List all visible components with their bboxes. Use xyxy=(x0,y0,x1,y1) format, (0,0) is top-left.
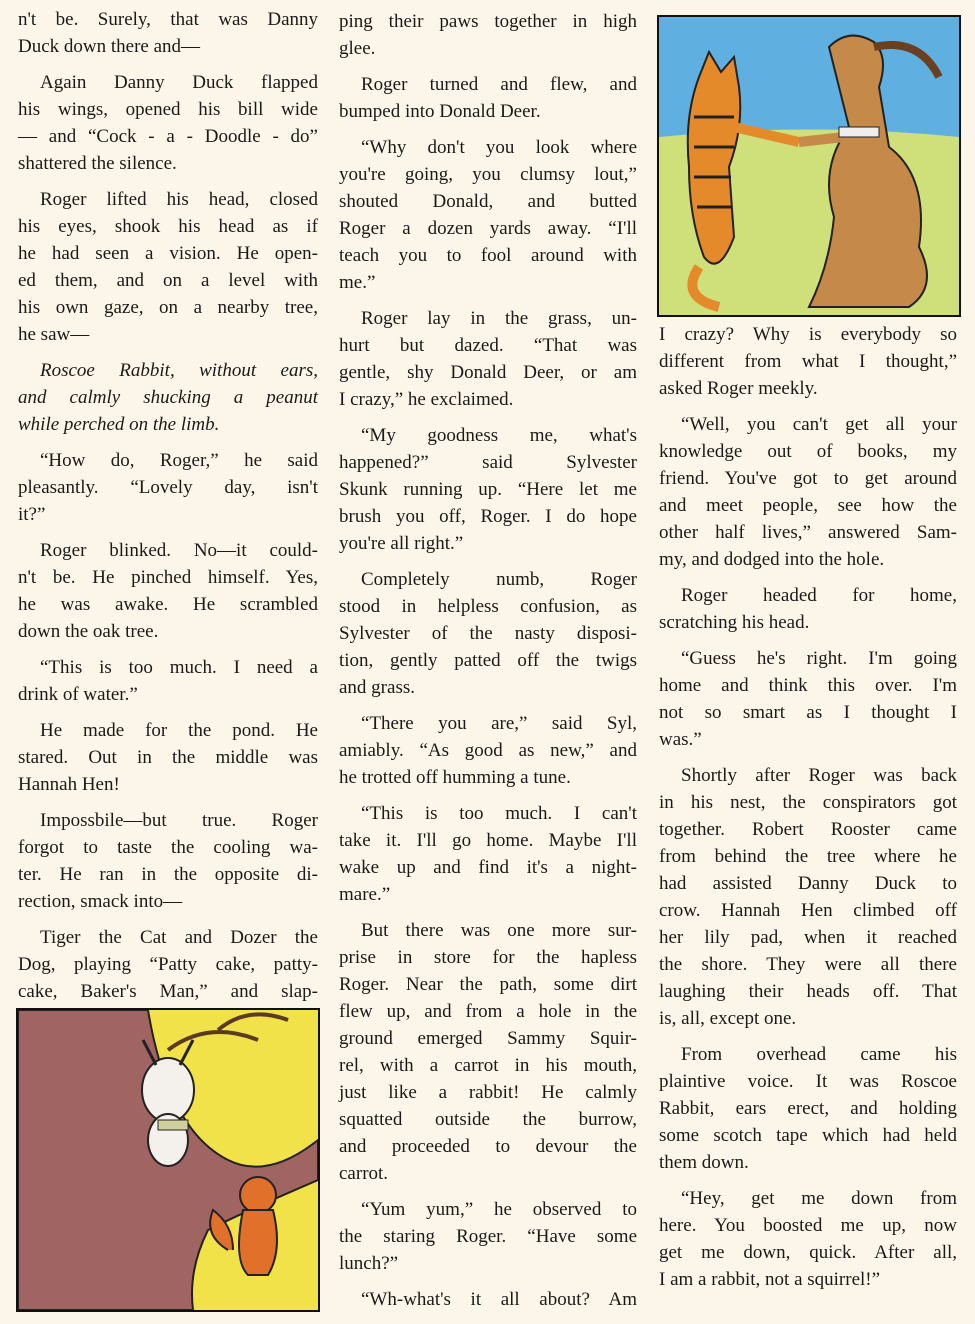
text-line: From overhead came his xyxy=(681,1044,957,1065)
text-line: “How do, Roger,” he said xyxy=(40,450,318,471)
paragraph xyxy=(18,357,318,438)
text-line: you're going, you clumsy lout,” xyxy=(339,164,637,185)
text-line: gentle, shy Donald Deer, or am xyxy=(339,362,637,383)
text-line: is, all, except one. xyxy=(659,1008,797,1029)
paragraph xyxy=(18,807,318,915)
paragraph xyxy=(659,411,957,573)
text-line: amiably. “As good as new,” and xyxy=(339,740,637,761)
text-line: Duck down there and— xyxy=(18,36,201,57)
paragraph xyxy=(18,447,318,528)
text-line: them down. xyxy=(659,1152,749,1173)
text-line: knowledge out of books, my xyxy=(659,441,957,462)
text-line: asked Roger meekly. xyxy=(659,378,818,399)
text-line: take it. I'll go home. Maybe I'll xyxy=(339,830,637,851)
text-line: — and “Cock - a - Doodle - do” xyxy=(18,126,318,147)
paragraph xyxy=(18,6,318,60)
text-line: while perched on the limb. xyxy=(18,414,220,435)
text-line: down the oak tree. xyxy=(18,621,159,642)
paragraph xyxy=(18,924,318,1005)
text-line: happened?” said Sylvester xyxy=(339,452,637,473)
text-line: carrot. xyxy=(339,1163,389,1184)
text-line: Roger blinked. No—it could- xyxy=(40,540,318,561)
text-line: in his nest, the conspirators got xyxy=(659,792,957,813)
text-line: you're all right.” xyxy=(339,533,464,554)
paragraph xyxy=(18,69,318,177)
text-line: “There you are,” said Syl, xyxy=(361,713,637,734)
text-line: just like a rabbit! He calmly xyxy=(339,1082,637,1103)
text-line: it?” xyxy=(18,504,46,525)
text-column-3 xyxy=(659,321,957,1302)
text-line: together. Robert Rooster came xyxy=(659,819,957,840)
text-line: some scotch tape which had held xyxy=(659,1125,957,1146)
paragraph xyxy=(339,305,637,413)
text-line: mare.” xyxy=(339,884,391,905)
paragraph xyxy=(18,537,318,645)
text-line: “Well, you can't get all your xyxy=(681,414,957,435)
text-line: ping their paws together in high xyxy=(339,11,637,32)
text-line: and meet people, see how the xyxy=(659,495,957,516)
text-line: bumped into Donald Deer. xyxy=(339,101,541,122)
text-line: Shortly after Roger was back xyxy=(681,765,957,786)
text-line: Again Danny Duck flapped xyxy=(40,72,318,93)
text-line: drink of water.” xyxy=(18,684,138,705)
text-line: I crazy,” he exclaimed. xyxy=(339,389,514,410)
paragraph xyxy=(339,917,637,1187)
text-line: my, and dodged into the hole. xyxy=(659,549,885,570)
text-line: Sylvester of the nasty disposi- xyxy=(339,623,637,644)
text-line: his wings, opened his bill wide xyxy=(18,99,318,120)
text-line: Roger headed for home, xyxy=(681,585,957,606)
text-line: shouted Donald, and butted xyxy=(339,191,637,212)
text-line: shattered the silence. xyxy=(18,153,177,174)
paragraph xyxy=(339,8,637,62)
text-line: “Guess he's right. I'm going xyxy=(681,648,957,669)
text-line: not so smart as I thought I xyxy=(659,702,957,723)
paragraph xyxy=(659,645,957,753)
text-line: cake, Baker's Man,” and slap- xyxy=(18,981,318,1002)
paragraph xyxy=(339,1286,637,1313)
text-line: “Wh-what's it all about? Am xyxy=(361,1289,637,1310)
text-line: the staring Roger. “Have some xyxy=(339,1226,637,1247)
text-line: and grass. xyxy=(339,677,415,698)
text-line: “This is too much. I need a xyxy=(40,657,318,678)
text-line: brush you off, Roger. I do hope xyxy=(339,506,637,527)
text-line: Rabbit, ears erect, and holding xyxy=(659,1098,957,1119)
paragraph xyxy=(339,134,637,296)
text-line: stood in helpless confusion, as xyxy=(339,596,637,617)
paragraph xyxy=(339,566,637,701)
paragraph xyxy=(18,717,318,798)
text-line: plaintive voice. It was Roscoe xyxy=(659,1071,957,1092)
paragraph xyxy=(339,710,637,791)
text-line: her lily pad, when it reached xyxy=(659,927,957,948)
text-line: me.” xyxy=(339,272,376,293)
text-line: Dog, playing “Patty cake, patty- xyxy=(18,954,318,975)
text-line: hurt but dazed. “That was xyxy=(339,335,637,356)
paragraph xyxy=(339,1196,637,1277)
text-line: he was awake. He scrambled xyxy=(18,594,318,615)
text-line: He made for the pond. He xyxy=(40,720,318,741)
text-line: “Why don't you look where xyxy=(361,137,637,158)
paragraph xyxy=(659,762,957,1032)
text-line: teach you to fool around with xyxy=(339,245,637,266)
text-line: “My goodness me, what's xyxy=(361,425,637,446)
text-line: his own gaze, on a nearby tree, xyxy=(18,297,318,318)
text-line: he trotted off humming a tune. xyxy=(339,767,571,788)
text-line: from behind the tree where he xyxy=(659,846,957,867)
text-line: glee. xyxy=(339,38,376,59)
text-line: lunch?” xyxy=(339,1253,399,1274)
text-line: Impossbile—but true. Roger xyxy=(40,810,318,831)
text-line: “This is too much. I can't xyxy=(361,803,637,824)
text-line: rel, with a carrot in his mouth, xyxy=(339,1055,637,1076)
text-line: get me down, quick. After all, xyxy=(659,1242,957,1263)
text-column-2 xyxy=(339,8,637,1322)
text-line: I crazy? Why is everybody so xyxy=(659,324,957,345)
text-column-1 xyxy=(18,6,318,1014)
text-line: ed them, and on a level with xyxy=(18,270,318,291)
text-line: home and think this over. I'm xyxy=(659,675,957,696)
text-line: and proceeded to devour the xyxy=(339,1136,637,1157)
paragraph xyxy=(659,582,957,636)
text-line: laughing their heads off. That xyxy=(659,981,957,1002)
paragraph xyxy=(659,1041,957,1176)
text-line: Roger. Near the path, some dirt xyxy=(339,974,637,995)
text-line: Roger lay in the grass, un- xyxy=(361,308,637,329)
text-line: scratching his head. xyxy=(659,612,810,633)
paragraph xyxy=(18,186,318,348)
text-line: flew up, and from a hole in the xyxy=(339,1001,637,1022)
paragraph xyxy=(18,654,318,708)
text-line: n't be. Surely, that was Danny xyxy=(18,9,318,30)
text-line: Skunk running up. “Here let me xyxy=(339,479,637,500)
text-line: here. You boosted me up, now xyxy=(659,1215,957,1236)
text-line: Roger lifted his head, closed xyxy=(40,189,318,210)
text-line: wake up and find it's a night- xyxy=(339,857,637,878)
illustration-cat-and-dog xyxy=(657,15,961,317)
paragraph xyxy=(339,422,637,557)
text-line: n't be. He pinched himself. Yes, xyxy=(18,567,318,588)
text-line: Tiger the Cat and Dozer the xyxy=(40,927,318,948)
text-line: forgot to taste the cooling wa- xyxy=(18,837,318,858)
text-line: But there was one more sur- xyxy=(361,920,637,941)
text-line: he saw— xyxy=(18,324,90,345)
text-line: Roscoe Rabbit, without ears, xyxy=(40,360,318,381)
text-line: “Yum yum,” he observed to xyxy=(361,1199,637,1220)
text-line: crow. Hannah Hen climbed off xyxy=(659,900,957,921)
text-line: pleasantly. “Lovely day, isn't xyxy=(18,477,318,498)
paragraph xyxy=(659,321,957,402)
illustration-rabbit-in-tree xyxy=(16,1008,320,1312)
text-line: rection, smack into— xyxy=(18,891,183,912)
text-line: stared. Out in the middle was xyxy=(18,747,318,768)
text-line: Roger a dozen yards away. “I'll xyxy=(339,218,637,239)
text-line: ground emerged Sammy Squir- xyxy=(339,1028,637,1049)
text-line: he had seen a vision. He open- xyxy=(18,243,318,264)
paragraph xyxy=(339,71,637,125)
paragraph xyxy=(659,1185,957,1293)
text-line: Completely numb, Roger xyxy=(361,569,637,590)
text-line: Hannah Hen! xyxy=(18,774,120,795)
text-line: had assisted Danny Duck to xyxy=(659,873,957,894)
text-line: the shore. They were all there xyxy=(659,954,957,975)
text-line: tion, gently patted off the twigs xyxy=(339,650,637,671)
text-line: his eyes, shook his head as if xyxy=(18,216,318,237)
text-line: other half lives,” answered Sam- xyxy=(659,522,957,543)
text-line: Roger turned and flew, and xyxy=(361,74,637,95)
text-line: squatted outside the burrow, xyxy=(339,1109,637,1130)
text-line: was.” xyxy=(659,729,702,750)
text-line: friend. You've got to get around xyxy=(659,468,957,489)
paragraph xyxy=(339,800,637,908)
text-line: different from what I thought,” xyxy=(659,351,957,372)
text-line: ter. He ran in the opposite di- xyxy=(18,864,318,885)
text-line: and calmly shucking a peanut xyxy=(18,387,318,408)
text-line: “Hey, get me down from xyxy=(681,1188,957,1209)
text-line: I am a rabbit, not a squirrel!” xyxy=(659,1269,881,1290)
text-line: prise in store for the hapless xyxy=(339,947,637,968)
